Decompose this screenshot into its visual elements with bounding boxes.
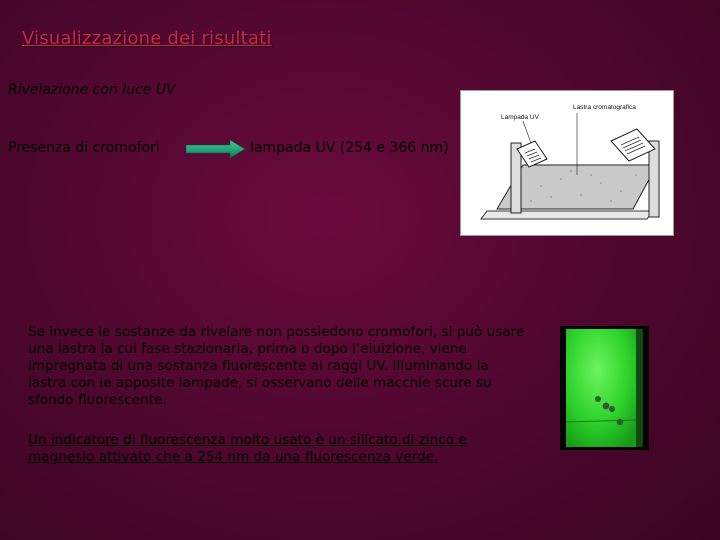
tlc-plate-image bbox=[560, 326, 649, 450]
subtitle: Rivelazione con luce UV bbox=[8, 82, 176, 98]
fluorescence-indicator-note: Un indicatore di fluorescenza molto usato è un silicato di zinco e magnesio attivato che a 254 nm da una fluorescenza verde. bbox=[28, 432, 467, 465]
fluorescence-paragraph: Se invece le sostanze da rivelare non possiedono cromofori, si può usare una lastra la cui fase stazionaria, prima o dopo l’eluizione, viene impregnata di una sostanza fluorescente ai raggi UV. Illuminando la lastra con le apposite lampade, si osservano delle macchie scure su sfondo fluorescente. bbox=[28, 324, 525, 408]
spot-marker bbox=[603, 403, 610, 410]
page-title: Visualizzazione dei risultati bbox=[22, 28, 272, 49]
uv-lamp-illustration bbox=[461, 91, 673, 235]
chromophore-label: Presenza di cromofori bbox=[8, 140, 160, 156]
lamp-label: Lampada UV bbox=[501, 114, 539, 121]
right-arrow-icon bbox=[186, 139, 246, 159]
fluorescent-tlc-plate-photo bbox=[560, 326, 649, 450]
plate-label: Lastra cromatografica bbox=[573, 104, 636, 111]
spot-marker bbox=[609, 406, 615, 412]
spot-marker bbox=[617, 419, 623, 425]
spot-marker bbox=[595, 396, 601, 402]
uv-lamp-diagram bbox=[460, 90, 674, 236]
uv-lamp-description: lampada UV (254 e 366 nm) bbox=[250, 140, 449, 156]
